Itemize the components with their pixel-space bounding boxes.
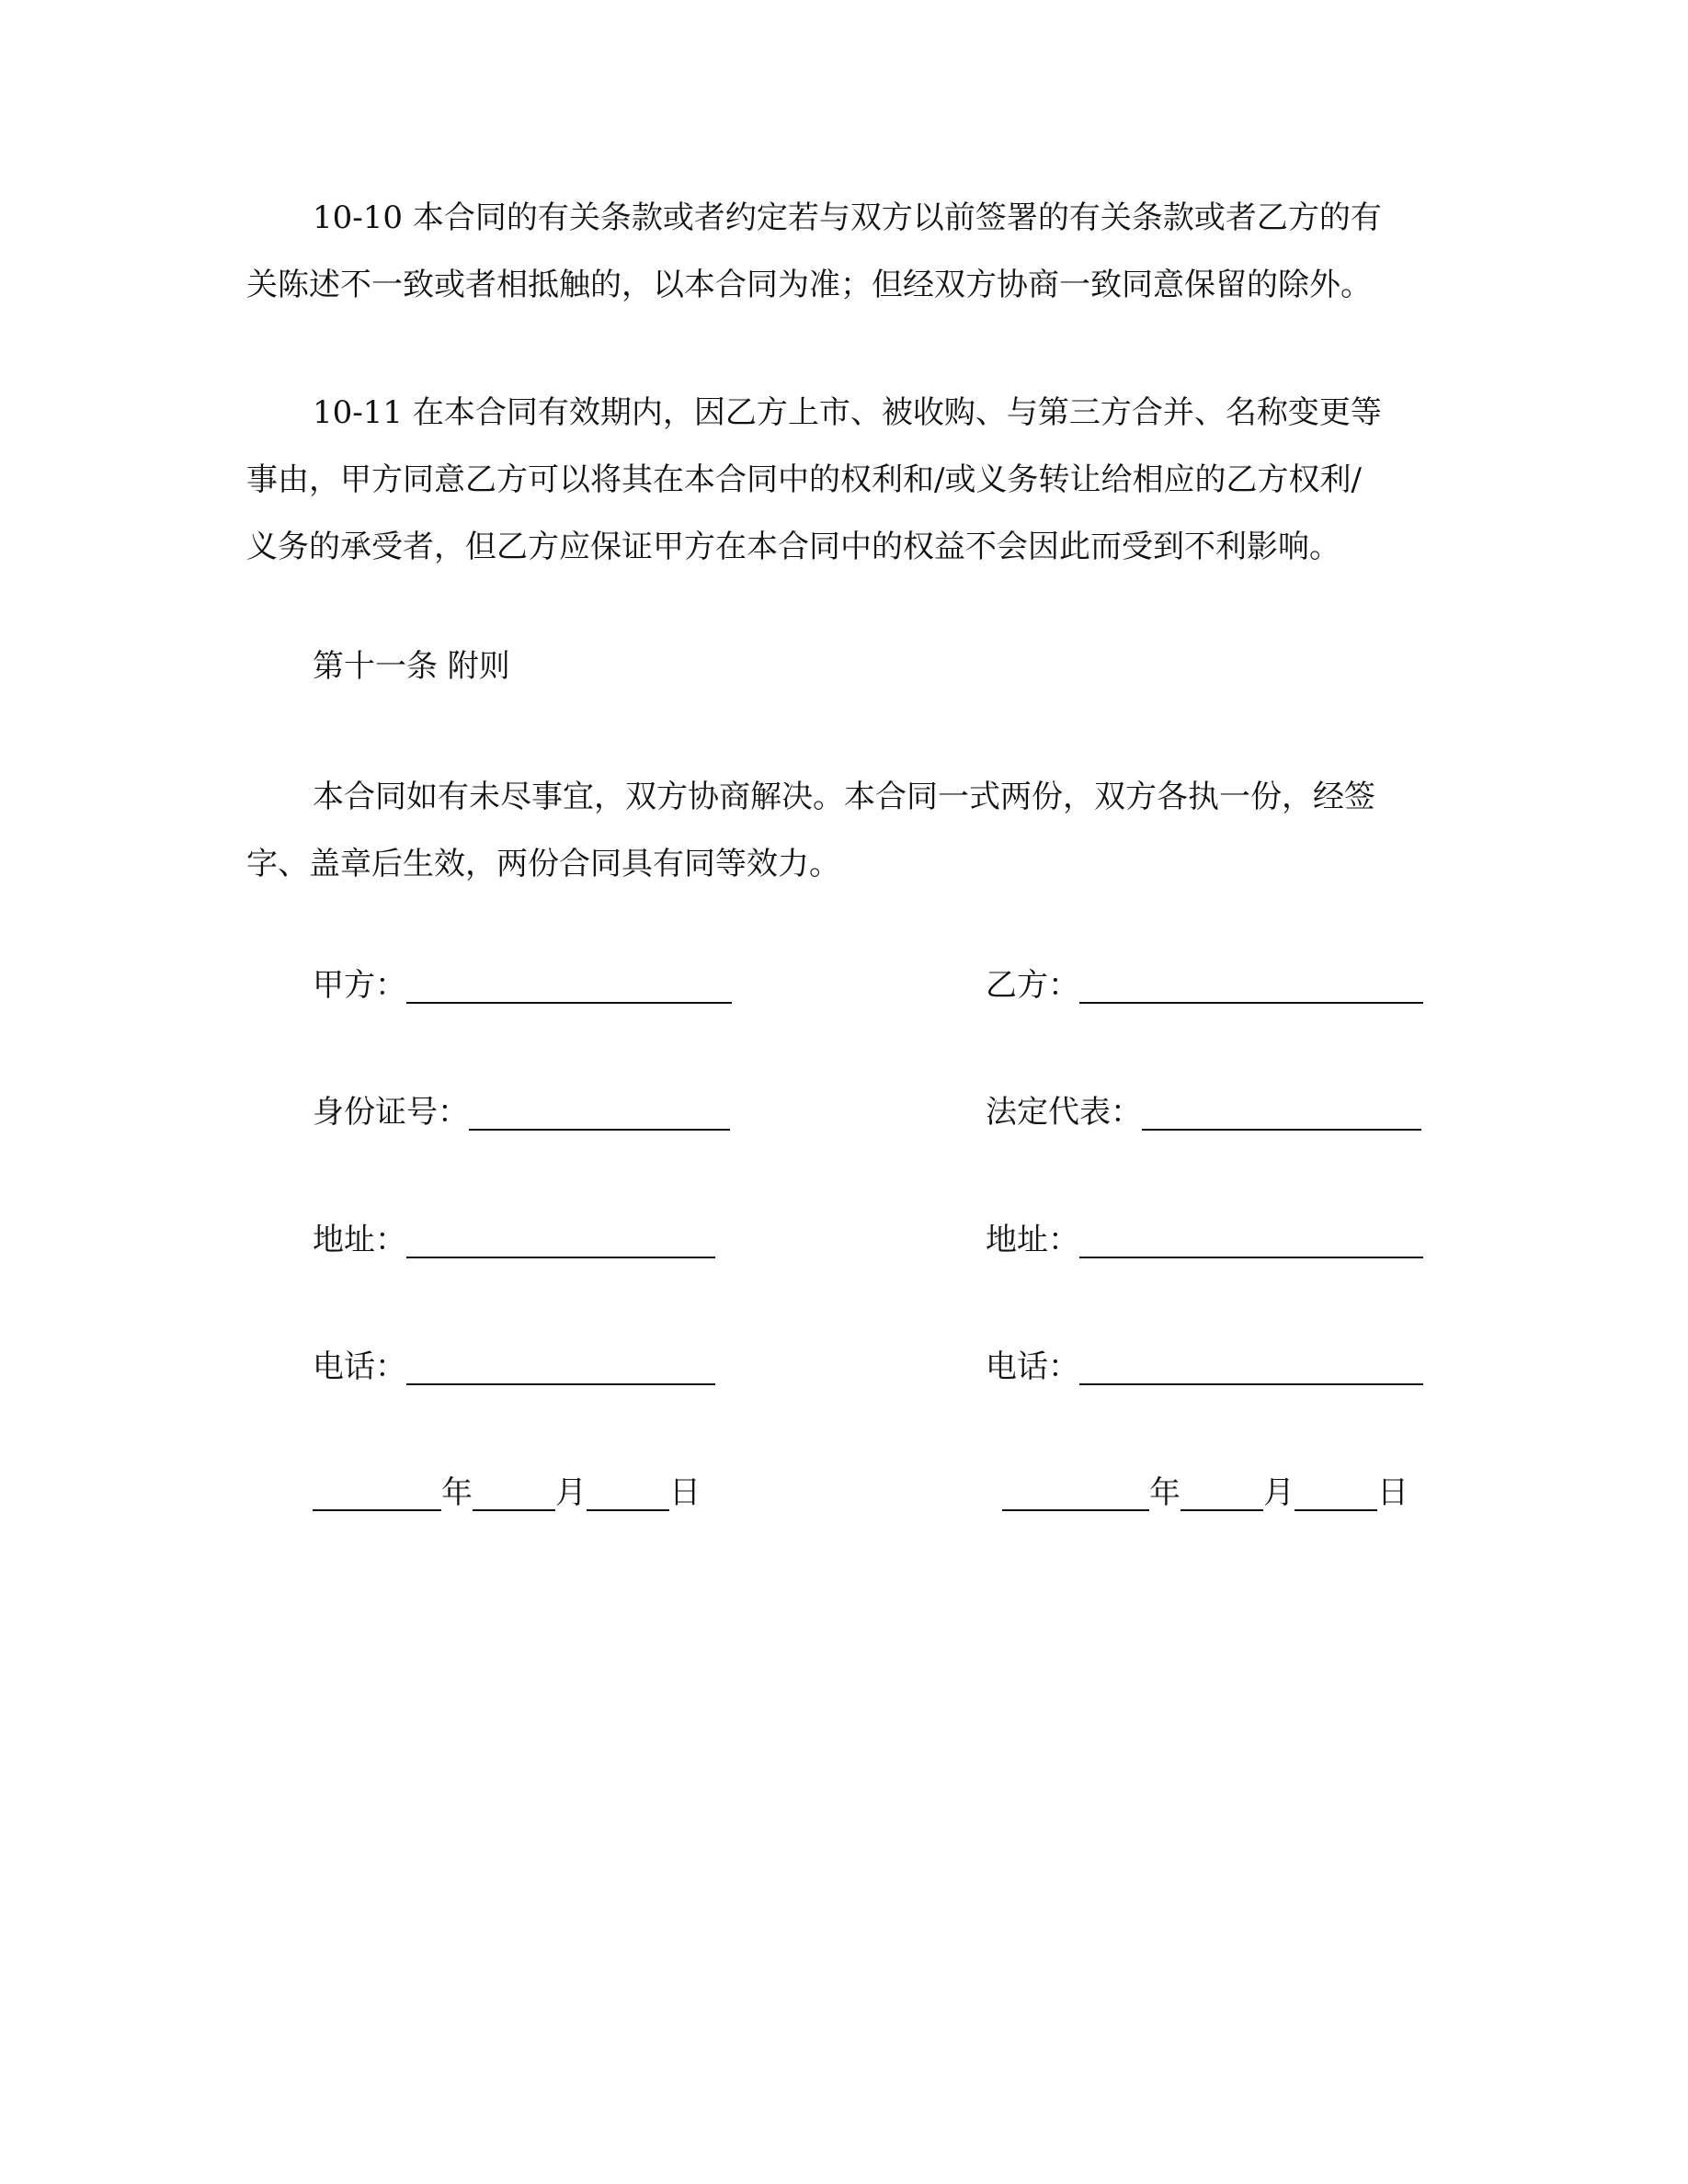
party-b-year-blank[interactable] [1002, 1478, 1149, 1511]
clause-10-10 [246, 185, 1432, 319]
party-b-day-blank[interactable] [1295, 1478, 1377, 1511]
party-a-id-label: 身份证号： [313, 1094, 469, 1131]
party-a-name-label: 甲方： [313, 967, 406, 1004]
party-b-phone-blank[interactable] [1079, 1350, 1423, 1385]
article-11-line-2: 字、盖章后生效，两份合同具有同等效力。 [246, 846, 840, 882]
party-b-rep-label: 法定代表： [986, 1094, 1142, 1131]
party-a-day-label: 日 [669, 1474, 701, 1511]
party-a-address-field [313, 1222, 715, 1258]
party-a-month-blank[interactable] [473, 1478, 555, 1511]
party-a-name-blank[interactable] [406, 969, 732, 1004]
clause-10-11-line-3: 义务的承受者，但乙方应保证甲方在本合同中的权益不会因此而受到不利影响。 [246, 529, 1340, 565]
party-a-month-label: 月 [555, 1474, 587, 1511]
party-b-name-blank[interactable] [1079, 969, 1423, 1004]
party-a-name-field [313, 967, 732, 1004]
party-a-id-blank[interactable] [469, 1096, 730, 1131]
party-a-address-blank[interactable] [406, 1223, 715, 1258]
party-b-year-label: 年 [1149, 1474, 1180, 1511]
party-b-address-label: 地址： [986, 1222, 1079, 1258]
party-b-phone-field [986, 1348, 1423, 1385]
party-b-rep-blank[interactable] [1142, 1096, 1421, 1131]
party-a-address-label: 地址： [313, 1222, 406, 1258]
party-b-name-field [986, 967, 1423, 1004]
party-a-date [313, 1474, 701, 1511]
party-b-rep-field [986, 1094, 1421, 1131]
party-a-id-field [313, 1094, 730, 1131]
article-11-heading: 第十一条 附则 [313, 648, 510, 685]
article-11-body [246, 764, 1432, 898]
party-b-day-label: 日 [1377, 1474, 1409, 1511]
clause-10-11-line-1: 10-11 在本合同有效期内，因乙方上市、被收购、与第三方合并、名称变更等 [313, 394, 1382, 431]
party-a-year-label: 年 [441, 1474, 473, 1511]
party-a-year-blank[interactable] [313, 1478, 441, 1511]
party-a-phone-blank[interactable] [406, 1350, 715, 1385]
party-a-day-blank[interactable] [587, 1478, 669, 1511]
article-11-line-1: 本合同如有未尽事宜，双方协商解决。本合同一式两份，双方各执一份，经签 [313, 779, 1375, 815]
clause-10-10-line-2: 关陈述不一致或者相抵触的，以本合同为准；但经双方协商一致同意保留的除外。 [246, 267, 1372, 303]
clause-10-11 [246, 380, 1432, 581]
party-b-date [1002, 1474, 1409, 1511]
party-b-address-blank[interactable] [1079, 1223, 1423, 1258]
clause-10-11-line-2: 事由，甲方同意乙方可以将其在本合同中的权利和/或义务转让给相应的乙方权利/ [246, 461, 1362, 498]
party-a-phone-field [313, 1348, 715, 1385]
party-b-address-field [986, 1222, 1423, 1258]
party-b-month-label: 月 [1263, 1474, 1295, 1511]
clause-10-10-line-1: 10-10 本合同的有关条款或者约定若与双方以前签署的有关条款或者乙方的有 [313, 199, 1382, 236]
party-b-name-label: 乙方： [986, 967, 1079, 1004]
party-a-phone-label: 电话： [313, 1348, 406, 1385]
party-b-phone-label: 电话： [986, 1348, 1079, 1385]
party-b-month-blank[interactable] [1180, 1478, 1263, 1511]
